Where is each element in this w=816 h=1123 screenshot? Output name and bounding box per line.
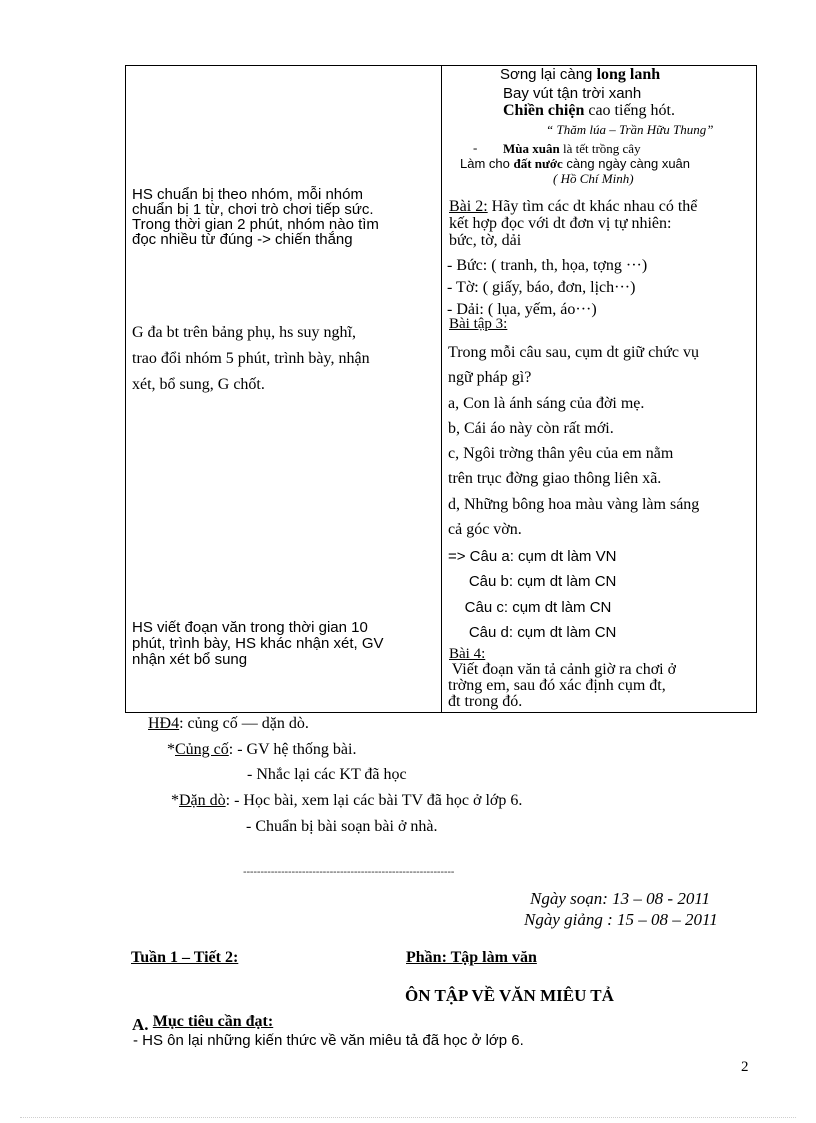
bai2-item: - Tờ: ( giấy, báo, đơn, lịch···) — [447, 279, 636, 296]
left-para-3-line: phút, trình bày, HS khác nhận xét, GV — [132, 635, 384, 652]
separator-line: ------------------------------------------------------------- — [243, 866, 455, 878]
dando-line-2: - Chuẩn bị bài soạn bài ở nhà. — [246, 818, 438, 835]
left-para-2-line: G đa bt trên bảng phụ, hs suy nghĩ, — [132, 324, 356, 341]
poem-citation-2: ( Hồ Chí Minh) — [553, 171, 634, 186]
bai3-title: Bài tập 3: — [449, 316, 508, 332]
bai2-item: - Bức: ( tranh, th, họa, tợng ···) — [447, 257, 648, 274]
tuan-tiet-heading: Tuần 1 – Tiết 2: — [131, 949, 239, 966]
left-para-3-line: HS viết đoạn văn trong thời gian 10 — [132, 619, 368, 636]
cungco-line-1: *Củng cố: - GV hệ thống bài. — [167, 741, 357, 758]
hd4-label: HĐ4 — [148, 715, 180, 732]
bai3-sentence-c: c, Ngôi trờng thân yêu của em nằm — [448, 445, 674, 463]
bai3-answer: Câu c: cụm dt làm CN — [448, 598, 612, 616]
left-para-2-line: trao đổi nhóm 5 phút, trình bày, nhận — [132, 350, 370, 367]
hd4-heading: HĐ4: củng cố — dặn dò. — [148, 715, 309, 732]
cungco-label: Củng cố — [175, 741, 229, 758]
poem-line-1: Sơng lại càng long lanh — [500, 66, 661, 83]
lesson-title: ÔN TẬP VỀ VĂN MIÊU TẢ — [405, 986, 614, 1005]
bai2-item: - Dải: ( lụa, yếm, áo···) — [447, 301, 597, 318]
bai3-answer: => Câu a: cụm dt làm VN — [448, 548, 617, 565]
dando-line-1: *Dặn dò: - Học bài, xem lại các bài TV đã học ở lớp 6. — [171, 792, 523, 809]
left-para-1-line: HS chuẩn bị theo nhóm, mỗi nhóm — [132, 186, 363, 203]
bai4-line: đt trong đó. — [448, 693, 523, 710]
bai2-line-3: bức, tờ, dải — [449, 232, 522, 249]
bai4-line: Viết đoạn văn tả cảnh giờ ra chơi ở — [448, 662, 677, 678]
section-a-label: Mục tiêu cần đạt: — [152, 1013, 274, 1030]
table-column-divider — [441, 65, 442, 713]
bai4-block — [448, 662, 676, 712]
bai3-block — [448, 340, 699, 542]
left-para-1-line: đọc nhiều từ đúng -> chiến thắng — [132, 231, 353, 248]
bai2-title: Bài 2: — [449, 198, 488, 215]
bai3-answer: Câu b: cụm dt làm CN — [448, 573, 617, 591]
date-soan: Ngày soạn: 13 – 08 - 2011 — [530, 889, 711, 908]
poem-line-4: Mùa xuân là tết trồng cây — [503, 141, 641, 156]
page-bottom-edge — [20, 1117, 796, 1118]
phan-heading: Phần: Tập làm văn — [406, 949, 537, 966]
poem-line-5: Làm cho đất nước càng ngày càng xuân — [460, 156, 691, 171]
bai2-line-1: Bài 2: Hãy tìm các dt khác nhau có thể — [449, 198, 698, 215]
bai3-sentence-a: a, Con là ánh sáng của đời mẹ. — [448, 394, 645, 412]
bai2-block — [449, 198, 697, 249]
section-a-item: - HS ôn lại những kiến thức về văn miêu tả đã học ở lớp 6. — [133, 1032, 524, 1049]
poem-line-3: Chiền chiện cao tiếng hót. — [503, 102, 675, 119]
left-para-3-line: nhận xét bổ sung — [132, 651, 248, 668]
dando-label: Dặn dò — [179, 792, 226, 809]
bai2-line-2: kết hợp đọc với dt đơn vị tự nhiên: — [449, 215, 672, 232]
left-para-1-line: Trong thời gian 2 phút, nhóm nào tìm — [132, 216, 379, 233]
page-number: 2 — [741, 1059, 749, 1075]
date-giang: Ngày giảng : 15 – 08 – 2011 — [524, 910, 718, 929]
bai4-line: trờng em, sau đó xác định cụm đt, — [448, 677, 666, 694]
left-para-1-line: chuẩn bị 1 từ, chơi trò chơi tiếp sức. — [132, 201, 374, 218]
bai4-title: Bài 4: — [449, 646, 486, 662]
section-a-heading: A. Mục tiêu cần đạt: — [132, 1013, 274, 1034]
bai3-question-line: ngữ pháp gì? — [448, 369, 532, 387]
left-para-1 — [132, 187, 379, 247]
poem-dash: - — [473, 140, 478, 155]
bai3-sentence-d: cả góc vờn. — [448, 521, 522, 539]
bai3-sentence-c: trên trục đờng giao thông liên xã. — [448, 470, 662, 488]
left-para-2 — [132, 320, 370, 398]
bai3-answer: Câu d: cụm dt làm CN — [448, 623, 617, 641]
left-para-2-line: xét, bổ sung, G chốt. — [132, 376, 265, 393]
bai3-question-line: Trong mỗi câu sau, cụm dt giữ chức vụ — [448, 344, 699, 361]
left-para-3 — [132, 620, 384, 668]
poem-citation-1: “ Thăm lúa – Trần Hữu Thung” — [546, 122, 714, 137]
bai3-answers — [448, 544, 616, 645]
bai2-items — [447, 255, 647, 321]
poem-line-2: Bay vút tận trời xanh — [503, 85, 642, 102]
bai3-sentence-b: b, Cái áo này còn rất mới. — [448, 419, 614, 437]
cungco-line-2: - Nhắc lại các KT đã học — [247, 766, 407, 783]
bai3-sentence-d: d, Những bông hoa màu vàng làm sáng — [448, 495, 700, 513]
